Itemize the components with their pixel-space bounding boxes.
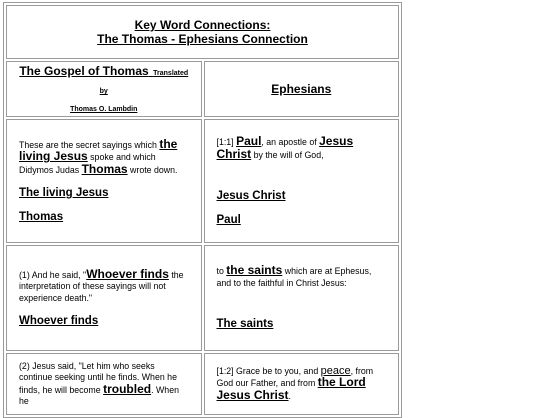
text-segment: . When he [19, 384, 179, 406]
table-row [6, 245, 399, 351]
title-line-2: The Thomas - Ephesians Connection [97, 32, 308, 46]
keyword-summary: The living Jesus [19, 187, 109, 200]
thomas-text [19, 266, 189, 305]
keyword: the Lord Jesus Christ [216, 375, 366, 402]
text-segment: wrote down. [127, 164, 178, 175]
header-thomas-title: The Gospel of Thomas [19, 64, 149, 78]
text-segment: , an apostle of [261, 137, 320, 147]
keyword: the saints [226, 263, 283, 278]
text-segment: [1:2] Grace be to you, and [216, 365, 321, 376]
ephesians-text [217, 136, 387, 161]
keyword-summary: Thomas [19, 210, 64, 223]
keyword: Thomas [81, 161, 128, 176]
text-segment: . [288, 390, 291, 401]
document [3, 2, 402, 418]
keyword: Jesus Christ [216, 134, 354, 161]
comparison-table [3, 2, 402, 418]
text-segment: These are the secret sayings which [19, 139, 160, 150]
keyword: Whoever finds [86, 266, 169, 281]
keyword-summary: Paul [216, 213, 241, 226]
ephesians-cell [204, 119, 400, 243]
keyword-summary: The saints [216, 318, 274, 331]
table-row [6, 353, 399, 415]
keyword-summary: Jesus Christ [216, 190, 286, 202]
ephesians-text [217, 265, 387, 289]
ephesians-cell [204, 353, 400, 415]
keyword: the living Jesus [19, 136, 178, 164]
keyword: peace [320, 364, 351, 377]
keyword: troubled [103, 381, 152, 396]
thomas-cell [6, 353, 202, 415]
title-line-1: Key Word Connections: [134, 18, 271, 32]
thomas-text [19, 136, 189, 177]
text-segment: [1:1] [216, 137, 237, 147]
thomas-cell [6, 119, 202, 243]
thomas-text [19, 361, 189, 408]
ephesians-text [217, 366, 387, 403]
header-ephesians [204, 61, 400, 117]
title-row [6, 5, 399, 59]
page-title [6, 5, 399, 59]
header-thomas-translator: Thomas O. Lambdin [70, 106, 138, 113]
text-segment: which are at Ephesus, and to the faithful in Christ Jesus: [216, 266, 372, 288]
header-thomas [6, 61, 202, 117]
header-thomas-subtitle: Translated by [99, 70, 189, 95]
header-ephesians-title: Ephesians [271, 82, 332, 96]
header-row [6, 61, 399, 117]
text-segment: the interpretation of these sayings will not experience death." [19, 269, 184, 303]
text-segment: , from God our Father, and from [216, 365, 374, 389]
text-segment: spoke and which Didymos Judas [19, 152, 156, 175]
keyword-summary: Whoever finds [19, 315, 99, 327]
text-segment: (2) Jesus said, "Let him who seeks continue seeking until he finds. When he finds, he will become [19, 360, 177, 395]
text-segment: (1) And he said, " [19, 269, 87, 280]
table-row [6, 119, 399, 243]
keyword: Paul [236, 134, 262, 148]
ephesians-cell [204, 245, 400, 351]
thomas-cell [6, 245, 202, 351]
text-segment: by the will of God, [251, 149, 324, 160]
text-segment: to [216, 266, 227, 277]
